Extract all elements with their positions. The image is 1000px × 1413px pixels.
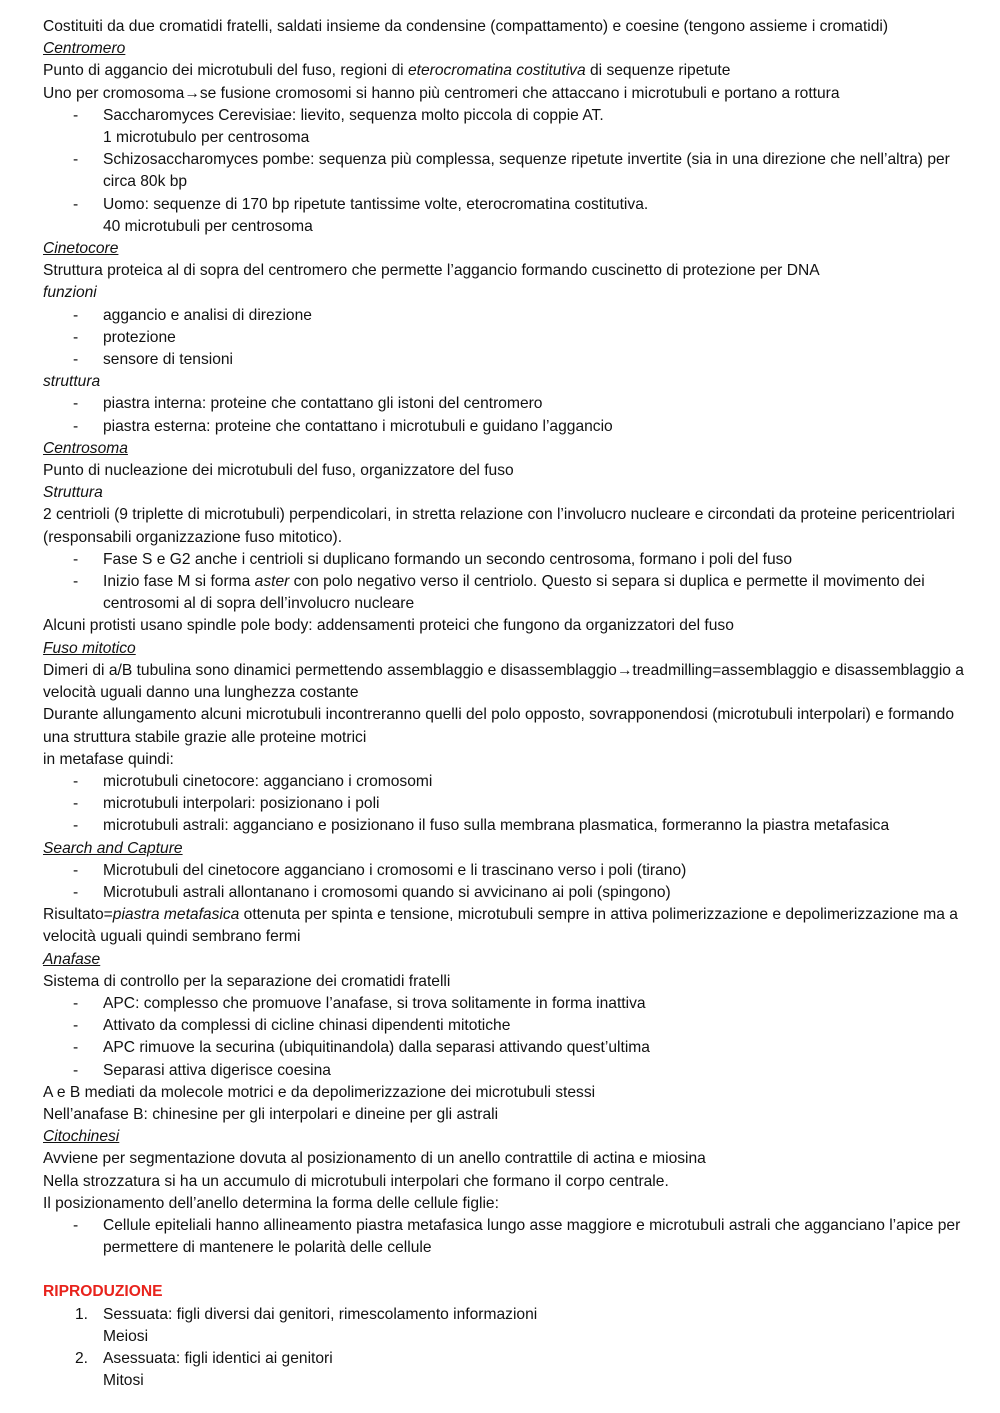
heading-search-and-capture: Search and Capture xyxy=(43,839,183,857)
list-search xyxy=(43,860,1000,904)
paragraph-metafase: in metafase quindi: xyxy=(43,750,174,768)
list-item: - Inizio fase M si forma aster con polo negativo verso il centriolo. Questo si separa si duplica e permette il movimento dei centrosomi al di sopra dell’involucro nucleare xyxy=(73,573,925,613)
list-centrosoma xyxy=(43,549,1000,616)
paragraph-centromero-def: Punto di aggancio dei microtubuli del fuso, regioni di eterocromatina costitutiva di sequenze ripetute xyxy=(43,62,731,80)
paragraph-allungamento: Durante allungamento alcuni microtubuli incontreranno quelli del polo opposto, sovrapponendosi (microtubuli interpolari) e formando una struttura stabile grazie alle proteine motrici xyxy=(43,706,955,746)
paragraph-strozzatura: Nella strozzatura si ha un accumulo di microtubuli interpolari che formano il corpo centrale. xyxy=(43,1172,669,1190)
list-item: - piastra interna: proteine che contattano gli istoni del centromero xyxy=(73,395,543,413)
heading-centromero: Centromero xyxy=(43,40,126,58)
subheading-struttura-centrosoma: Struttura xyxy=(43,484,103,502)
paragraph-cinetocore-def: Struttura proteica al di sopra del centromero che permette l’aggancio formando cuscinetto di protezione per DNA xyxy=(43,262,820,280)
list-item: - Microtubuli astrali allontanano i cromosomi quando si avvicinano ai poli (spingono) xyxy=(73,883,671,901)
list-item: - Fase S e G2 anche i centrioli si duplicano formando un secondo centrosoma, formano i poli del fuso xyxy=(73,550,793,568)
list-funzioni xyxy=(43,305,1000,372)
paragraph-sistema-controllo: Sistema di controllo per la separazione dei cromatidi fratelli xyxy=(43,972,451,990)
paragraph-uno-per-cromosoma: Uno per cromosoma→se fusione cromosomi si hanno più centromeri che attaccano i microtubuli e portano a rottura xyxy=(43,84,840,102)
list-item: - Cellule epiteliali hanno allineamento piastra metafasica lungo asse maggiore e microtubuli astrali che agganciano l’apice per permettere di mantenere le polarità delle cellule xyxy=(73,1216,961,1257)
list-item: 1. Sessuata: figli diversi dai genitori, rimescolamento informazioni Meiosi xyxy=(75,1305,538,1345)
list-item: - microtubuli interpolari: posizionano i poli xyxy=(73,795,380,813)
list-item: - APC: complesso che promuove l’anafase, si trova solitamente in forma inattiva xyxy=(73,994,646,1012)
list-item: - Saccharomyces Cerevisiae: lievito, sequenza molto piccola di coppie AT. 1 microtubulo per centrosoma xyxy=(73,106,604,147)
paragraph-segmentazione: Avviene per segmentazione dovuta al posizionamento di un anello contrattile di actina e miosina xyxy=(43,1150,706,1168)
list-item: - Schizosaccharomyces pombe: sequenza più complessa, sequenze ripetute invertite (sia in una direzione che nell’altra) per circa 80k bp xyxy=(73,151,950,191)
heading-riproduzione: RIPRODUZIONE xyxy=(43,1283,163,1301)
heading-centrosoma: Centrosoma xyxy=(43,439,128,457)
paragraph-a-e-b: A e B mediati da molecole motrici e da depolimerizzazione dei microtubuli stessi xyxy=(43,1083,596,1101)
paragraph-centrioli: 2 centrioli (9 triplette di microtubuli) perpendicolari, in stretta relazione con l’involucro nucleare e circondati da proteine pericentriolari (responsabili organizzazione fuso mitotico). xyxy=(43,506,955,546)
paragraph-protisti: Alcuni protisti usano spindle pole body: addensamenti proteici che fungono da organizzatori del fuso xyxy=(43,617,734,635)
paragraph-cromatidi: Costituiti da due cromatidi fratelli, saldati insieme da condensine (compattamento) e coesine (tengono assieme i cromatidi) xyxy=(43,18,889,35)
list-fuso xyxy=(43,771,1000,838)
list-item: - aggancio e analisi di direzione xyxy=(73,306,312,324)
list-item: - piastra esterna: proteine che contattano i microtubuli e guidano l’aggancio xyxy=(73,417,613,435)
list-item: - microtubuli astrali: agganciano e posizionano il fuso sulla membrana plasmatica, formeranno la piastra metafasica xyxy=(73,817,890,835)
paragraph-risultato: Risultato=piastra metafasica ottenuta per spinta e tensione, microtubuli sempre in attiva polimerizzazione e depolimerizzazione ma a velocità uguali quindi sembrano fermi xyxy=(43,906,958,946)
list-item: - Microtubuli del cinetocore agganciano i cromosomi e li trascinano verso i poli (tirano) xyxy=(73,861,687,879)
list-item: - Attivato da complessi di cicline chinasi dipendenti mitotiche xyxy=(73,1017,511,1035)
paragraph-dimeri: Dimeri di a/B tubulina sono dinamici permettendo assemblaggio e disassemblaggio→treadmilling=assemblaggio e disassemblaggio a velocità uguali danno una lunghezza costante xyxy=(43,661,964,702)
list-anafase xyxy=(43,993,1000,1082)
paragraph-anafase-b: Nell’anafase B: chinesine per gli interpolari e dineine per gli astrali xyxy=(43,1105,499,1123)
list-item: - protezione xyxy=(73,328,176,346)
list-item: - Separasi attiva digerisce coesina xyxy=(73,1061,331,1079)
heading-citochinesi: Citochinesi xyxy=(43,1128,120,1146)
heading-fuso-mitotico: Fuso mitotico xyxy=(43,639,136,657)
list-centromero xyxy=(43,105,1000,238)
subheading-funzioni: funzioni xyxy=(43,284,97,302)
list-item: - Uomo: sequenze di 170 bp ripetute tantissime volte, eterocromatina costitutiva. 40 microtubuli per centrosoma xyxy=(73,195,649,235)
list-citochinesi xyxy=(43,1215,1000,1259)
list-item: - sensore di tensioni xyxy=(73,351,234,369)
heading-anafase: Anafase xyxy=(43,950,101,968)
paragraph-centrosoma-def: Punto di nucleazione dei microtubuli del fuso, organizzatore del fuso xyxy=(43,462,514,480)
paragraph-posizionamento: Il posizionamento dell’anello determina la forma delle cellule figlie: xyxy=(43,1194,499,1212)
heading-cinetocore: Cinetocore xyxy=(43,240,119,258)
list-struttura xyxy=(43,393,1000,437)
subheading-struttura: struttura xyxy=(43,373,101,391)
list-item: - APC rimuove la securina (ubiquitinandola) dalla separasi attivando quest’ultima xyxy=(73,1039,650,1057)
list-riproduzione xyxy=(43,1304,1000,1393)
list-item: 2. Asessuata: figli identici ai genitori Mitosi xyxy=(75,1349,333,1390)
list-item: - microtubuli cinetocore: agganciano i cromosomi xyxy=(73,772,433,790)
